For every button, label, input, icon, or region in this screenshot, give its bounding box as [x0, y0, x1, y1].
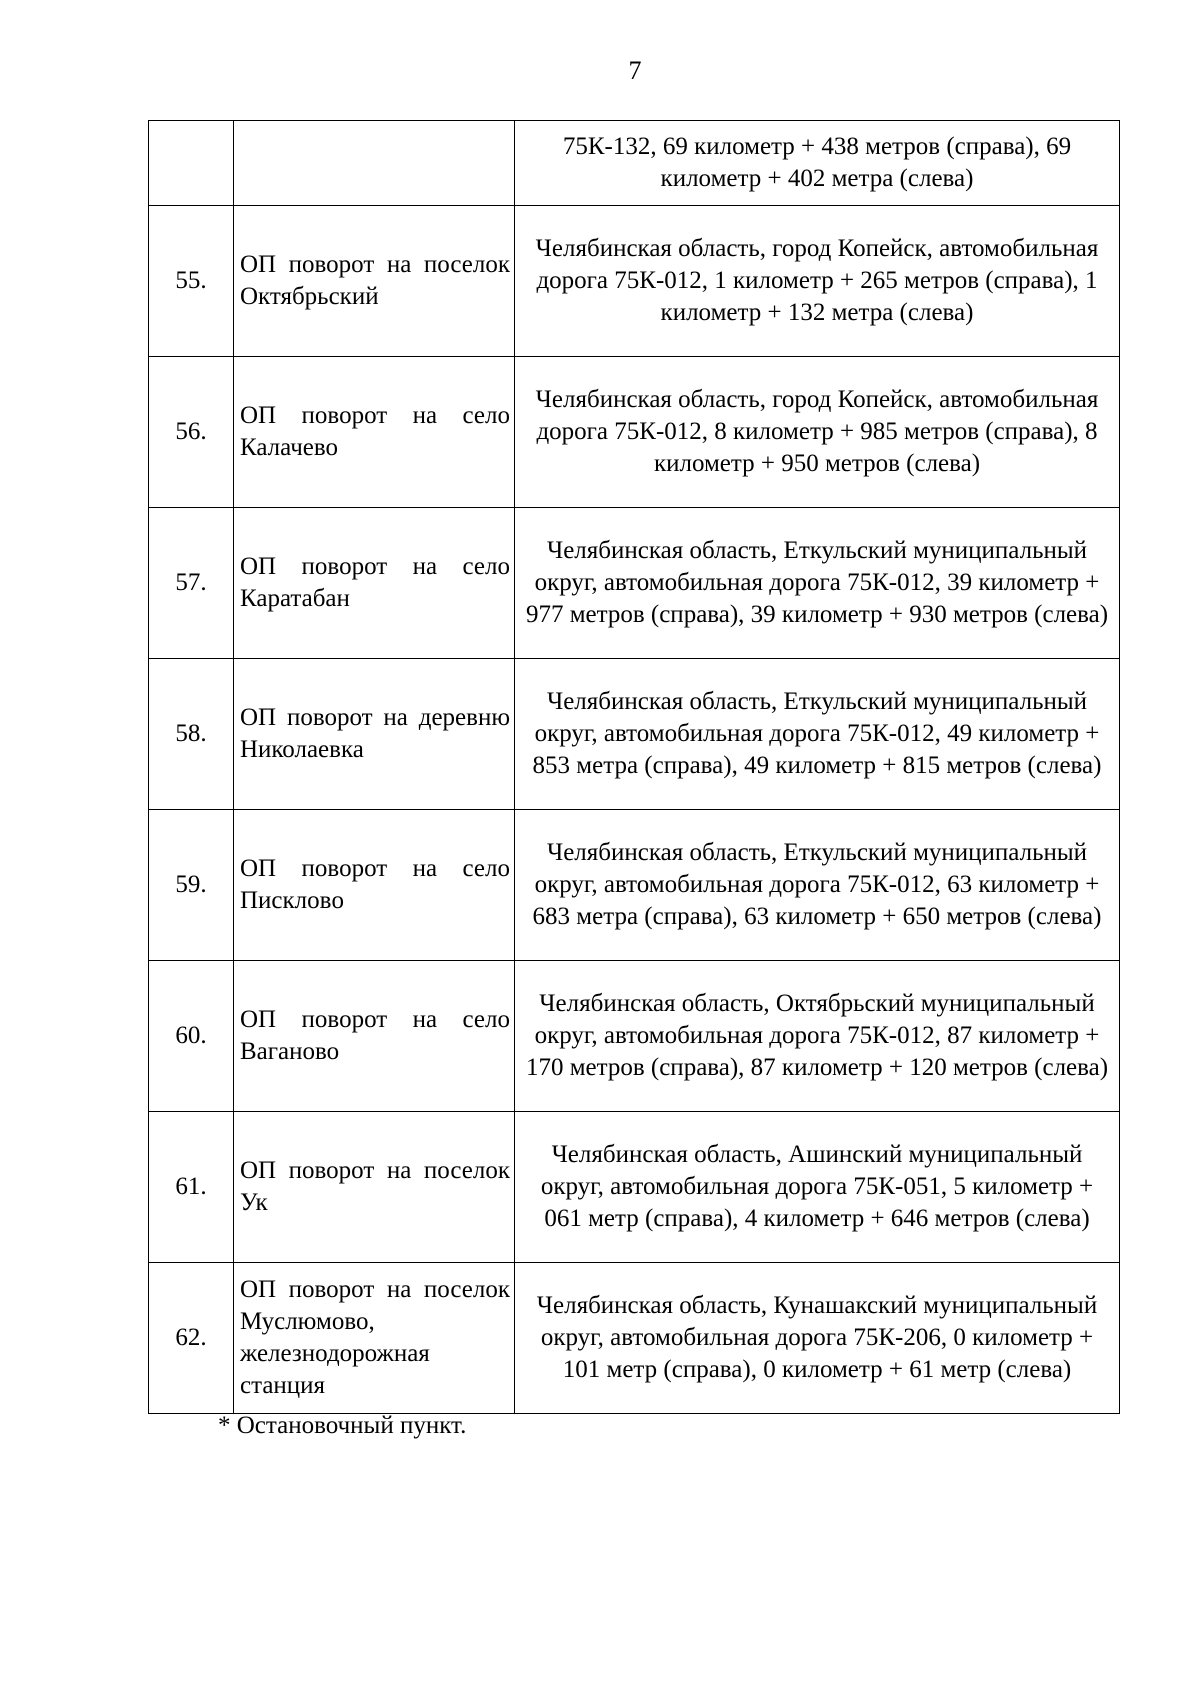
stops-table	[148, 120, 1120, 1414]
row-number: 58.	[149, 659, 234, 810]
row-number: 55.	[149, 206, 234, 357]
table-row	[149, 659, 1120, 810]
row-number: 60.	[149, 961, 234, 1112]
row-number: 57.	[149, 508, 234, 659]
stop-name: ОП поворот на поселок Ук	[234, 1112, 515, 1263]
table-row	[149, 357, 1120, 508]
table-row	[149, 961, 1120, 1112]
table-row	[149, 206, 1120, 357]
stop-location: Челябинская область, город Копейск, автомобильная дорога 75К-012, 8 километр + 985 метров (справа), 8 километр + 950 метров (слева)	[515, 357, 1120, 508]
table-row	[149, 1263, 1120, 1414]
stop-location: Челябинская область, город Копейск, автомобильная дорога 75К-012, 1 километр + 265 метров (справа), 1 километр + 132 метра (слева)	[515, 206, 1120, 357]
stop-name: ОП поворот на поселок Муслюмово, железнодорожная станция	[234, 1263, 515, 1414]
stop-name: ОП поворот на село Ваганово	[234, 961, 515, 1112]
row-number: 59.	[149, 810, 234, 961]
stop-name	[234, 121, 515, 206]
stop-location: Челябинская область, Октябрьский муниципальный округ, автомобильная дорога 75К-012, 87 километр + 170 метров (справа), 87 километр + 120 метров (слева)	[515, 961, 1120, 1112]
row-number	[149, 121, 234, 206]
footnote: * Остановочный пункт.	[218, 1412, 467, 1439]
stop-location: Челябинская область, Ашинский муниципальный округ, автомобильная дорога 75К-051, 5 километр + 061 метр (справа), 4 километр + 646 метров (слева)	[515, 1112, 1120, 1263]
row-number: 61.	[149, 1112, 234, 1263]
table-row	[149, 1112, 1120, 1263]
stop-location: Челябинская область, Еткульский муниципальный округ, автомобильная дорога 75К-012, 49 километр + 853 метра (справа), 49 километр + 815 метров (слева)	[515, 659, 1120, 810]
table-row	[149, 508, 1120, 659]
stop-location: Челябинская область, Кунашакский муниципальный округ, автомобильная дорога 75К-206, 0 километр + 101 метр (справа), 0 километр + 61 метр (слева)	[515, 1263, 1120, 1414]
stop-name: ОП поворот на поселок Октябрьский	[234, 206, 515, 357]
stop-location: 75К-132, 69 километр + 438 метров (справа), 69 километр + 402 метра (слева)	[515, 121, 1120, 206]
page-number: 7	[628, 56, 642, 85]
stop-name: ОП поворот на село Калачево	[234, 357, 515, 508]
stop-location: Челябинская область, Еткульский муниципальный округ, автомобильная дорога 75К-012, 39 километр + 977 метров (справа), 39 километр + 930 метров (слева)	[515, 508, 1120, 659]
row-number: 56.	[149, 357, 234, 508]
stop-name: ОП поворот на село Пискловo	[234, 810, 515, 961]
row-number: 62.	[149, 1263, 234, 1414]
stop-location: Челябинская область, Еткульский муниципальный округ, автомобильная дорога 75К-012, 63 километр + 683 метра (справа), 63 километр + 650 метров (слева)	[515, 810, 1120, 961]
table-row	[149, 121, 1120, 206]
stop-name: ОП поворот на деревню Николаевка	[234, 659, 515, 810]
stop-name: ОП поворот на село Каратабан	[234, 508, 515, 659]
table-row	[149, 810, 1120, 961]
